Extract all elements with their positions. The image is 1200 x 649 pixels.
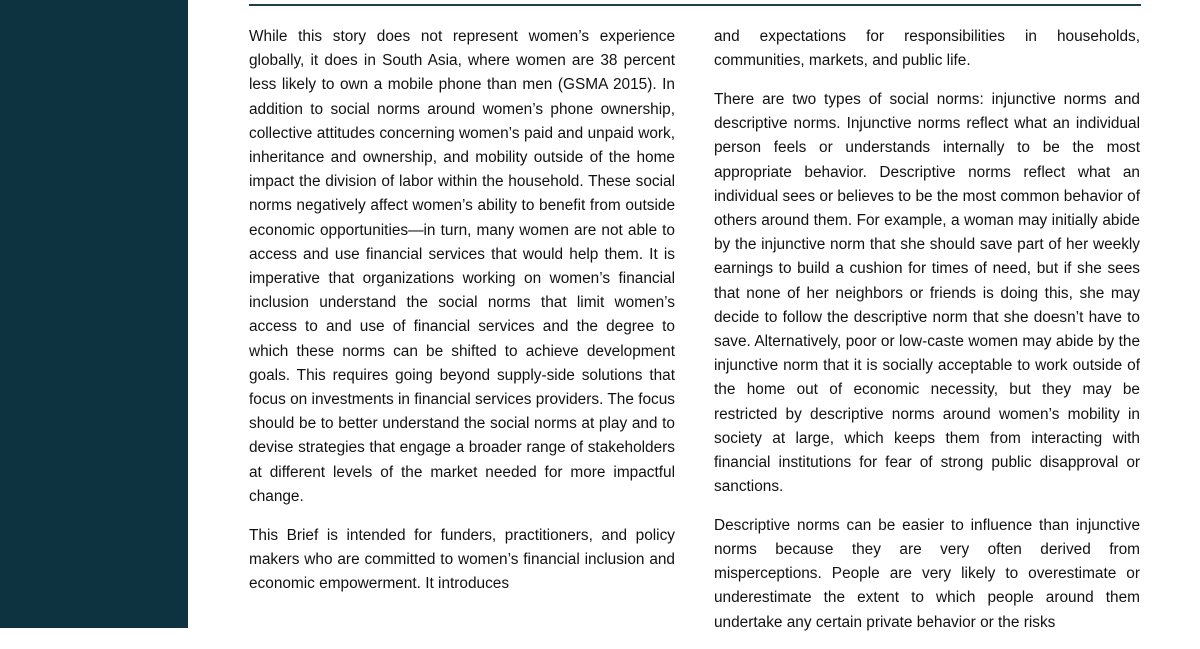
right-column	[714, 25, 1140, 649]
sidebar-band	[0, 0, 188, 628]
body-paragraph: This Brief is intended for funders, practitioners, and policy makers who are committed to women’s financial inclusion and economic empowerment. It introduces	[249, 526, 675, 592]
left-column	[249, 25, 675, 611]
body-paragraph: Descriptive norms can be easier to influence than injunctive norms because they are very often derived from misperceptions. People are very likely to overestimate or underestimate the extent to which people around them undertake any certain private behavior or the risks	[714, 516, 1140, 631]
body-paragraph: There are two types of social norms: injunctive norms and descriptive norms. Injunctive norms reflect what an individual person feels or understands internally to be the most appropriate behavior. Descriptive norms reflect what an individual sees or believes to be the most common behavior of others around them. For example, a woman may initially abide by the injunctive norm that she should save part of her weekly earnings to build a cushion for times of need, but if she sees that none of her neighbors or friends is doing this, she may decide to follow the descriptive norm that she doesn’t have to save. Alternatively, poor or low-caste women may abide by the injunctive norm that it is socially acceptable to work outside of the home out of economic necessity, but they may be restricted by descriptive norms around women’s mobility in society at large, which keeps them from interacting with financial institutions for fear of strong public disapproval or sanctions.	[714, 90, 1140, 496]
body-paragraph: While this story does not represent women’s experience globally, it does in South Asia, where women are 38 percent less likely to own a mobile phone than men (GSMA 2015). In addition to social norms around women’s phone ownership, collective attitudes concerning women’s paid and unpaid work, inheritance and ownership, and mobility outside of the home impact the division of labor within the household. These social norms negatively affect women’s ability to benefit from outside economic opportunities—in turn, many women are not able to access and use financial services that would help them. It is imperative that organizations working on women’s financial inclusion understand the social norms that limit women’s access to and use of financial services and the degree to which these norms can be shifted to achieve development goals. This requires going beyond supply-side solutions that focus on investments in financial services providers. The focus should be to better understand the social norms at play and to devise strategies that engage a broader range of stakeholders at different levels of the market needed for more impactful change.	[249, 28, 675, 505]
header-rule	[249, 4, 1141, 6]
body-paragraph: and expectations for responsibilities in households, communities, markets, and public life.	[714, 28, 1140, 70]
